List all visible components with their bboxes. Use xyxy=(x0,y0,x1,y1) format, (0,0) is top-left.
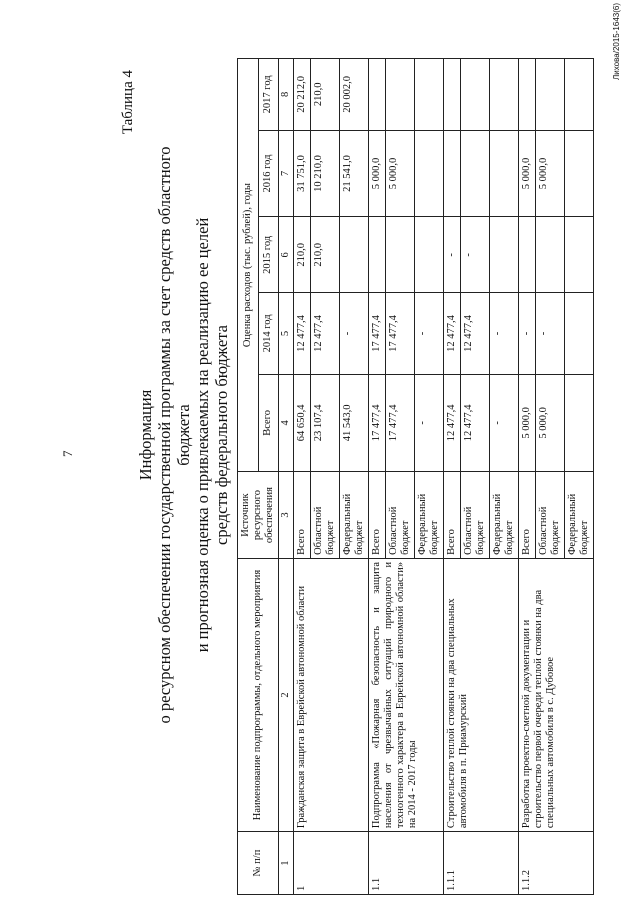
y2015-cell: 210,0 xyxy=(294,217,311,293)
total-cell: 17 477,4 xyxy=(386,374,415,472)
row-name: Строительство теплой стоянки на два специальных автомобиля в п. Приамурский xyxy=(444,558,519,831)
y2015-cell xyxy=(536,217,565,293)
col-header-2014: 2014 год xyxy=(258,293,279,374)
source-cell: Областной бюджет xyxy=(386,472,415,559)
y2014-cell: 12 477,4 xyxy=(311,293,340,374)
source-cell: Областной бюджет xyxy=(461,472,490,559)
index-cell: 4 xyxy=(279,374,294,472)
total-cell: 64 650,4 xyxy=(294,374,311,472)
y2017-cell: 210,0 xyxy=(311,59,340,131)
y2014-cell: - xyxy=(519,293,536,374)
y2014-cell: 17 477,4 xyxy=(369,293,386,374)
total-cell: 5 000,0 xyxy=(536,374,565,472)
y2016-cell: 5 000,0 xyxy=(386,130,415,217)
source-cell: Федеральный бюджет xyxy=(490,472,519,559)
source-cell: Федеральный бюджет xyxy=(415,472,444,559)
col-header-num: № п/п xyxy=(238,832,279,895)
y2016-cell xyxy=(444,130,461,217)
row-number: 1 xyxy=(294,832,369,895)
index-cell: 2 xyxy=(279,558,294,831)
table-row xyxy=(294,59,311,895)
y2017-cell xyxy=(519,59,536,131)
source-cell: Всего xyxy=(294,472,311,559)
y2016-cell: 5 000,0 xyxy=(369,130,386,217)
y2017-cell xyxy=(461,59,490,131)
total-cell: - xyxy=(490,374,519,472)
index-cell: 5 xyxy=(279,293,294,374)
index-cell: 3 xyxy=(279,472,294,559)
y2016-cell: 21 541,0 xyxy=(340,130,369,217)
row-number: 1.1.1 xyxy=(444,832,519,895)
row-number: 1.1.2 xyxy=(519,832,594,895)
y2016-cell: 31 751,0 xyxy=(294,130,311,217)
y2015-cell xyxy=(490,217,519,293)
col-header-2016: 2016 год xyxy=(258,130,279,217)
source-cell: Федеральный бюджет xyxy=(340,472,369,559)
table-row xyxy=(444,59,461,895)
heading-line-3: и прогнозная оценка о привлекаемых на реализацию ее целей xyxy=(193,217,212,653)
y2015-cell xyxy=(340,217,369,293)
source-cell: Областной бюджет xyxy=(311,472,340,559)
y2016-cell: 5 000,0 xyxy=(519,130,536,217)
col-header-name: Наименование подпрограммы, отдельного мероприятия xyxy=(238,558,279,831)
total-cell: 12 477,4 xyxy=(444,374,461,472)
y2016-cell xyxy=(565,130,594,217)
source-cell: Всего xyxy=(444,472,461,559)
y2017-cell xyxy=(415,59,444,131)
total-cell: 12 477,4 xyxy=(461,374,490,472)
row-name: Разработка проектно-сметной документации и строительство первой очереди теплой стоянки на два специальных автомобиля в с. Дубовое xyxy=(519,558,594,831)
col-header-source: Источник ресурсного обеспечения xyxy=(238,472,279,559)
source-cell: Областной бюджет xyxy=(536,472,565,559)
index-cell: 8 xyxy=(279,59,294,131)
heading-line-4: средств федерального бюджета xyxy=(212,325,231,545)
heading-line-1: Информация xyxy=(136,389,155,481)
total-cell: 5 000,0 xyxy=(519,374,536,472)
total-cell: 23 107,4 xyxy=(311,374,340,472)
table-label: Таблица 4 xyxy=(120,70,136,135)
y2016-cell xyxy=(415,130,444,217)
y2014-cell: 17 477,4 xyxy=(386,293,415,374)
y2015-cell: 210,0 xyxy=(311,217,340,293)
col-header-total: Всего xyxy=(258,374,279,472)
y2017-cell xyxy=(369,59,386,131)
y2014-cell: 12 477,4 xyxy=(461,293,490,374)
index-cell: 1 xyxy=(279,832,294,895)
table-row xyxy=(369,59,386,895)
y2017-cell xyxy=(386,59,415,131)
y2014-cell xyxy=(565,293,594,374)
total-cell xyxy=(565,374,594,472)
document-heading xyxy=(136,125,231,745)
row-name: Гражданская защита в Еврейской автономной области xyxy=(294,558,369,831)
index-cell: 6 xyxy=(279,217,294,293)
table-row xyxy=(519,59,536,895)
total-cell: 41 543,0 xyxy=(340,374,369,472)
y2015-cell: - xyxy=(461,217,490,293)
row-number: 1.1 xyxy=(369,832,444,895)
total-cell: 17 477,4 xyxy=(369,374,386,472)
y2014-cell: - xyxy=(490,293,519,374)
y2016-cell xyxy=(490,130,519,217)
total-cell: - xyxy=(415,374,444,472)
source-cell: Всего xyxy=(519,472,536,559)
y2017-cell xyxy=(490,59,519,131)
heading-line-2: о ресурсном обеспечении государственной программы за счет средств областного бюджета xyxy=(155,146,193,724)
y2017-cell xyxy=(536,59,565,131)
footer-code: Лихова/2015-1643(6) xyxy=(612,3,621,80)
column-index-row xyxy=(279,59,294,895)
y2017-cell xyxy=(444,59,461,131)
col-header-2017: 2017 год xyxy=(258,59,279,131)
page-number: 7 xyxy=(60,450,75,457)
y2015-cell xyxy=(519,217,536,293)
col-header-2015: 2015 год xyxy=(258,217,279,293)
y2017-cell xyxy=(565,59,594,131)
index-cell: 7 xyxy=(279,130,294,217)
y2014-cell: - xyxy=(536,293,565,374)
y2017-cell: 20 002,0 xyxy=(340,59,369,131)
y2016-cell: 10 210,0 xyxy=(311,130,340,217)
y2015-cell xyxy=(369,217,386,293)
y2015-cell xyxy=(386,217,415,293)
y2017-cell: 20 212,0 xyxy=(294,59,311,131)
y2015-cell xyxy=(565,217,594,293)
source-cell: Федеральный бюджет xyxy=(565,472,594,559)
y2015-cell: - xyxy=(444,217,461,293)
row-name: Подпрограмма «Пожарная безопасность и защита населения от чрезвычайных ситуаций природного и техногенного характера в Еврейской автономной области» на 2014 - 2017 годы xyxy=(369,558,444,831)
y2015-cell xyxy=(415,217,444,293)
y2014-cell: - xyxy=(415,293,444,374)
resource-table xyxy=(237,58,594,895)
source-cell: Всего xyxy=(369,472,386,559)
y2016-cell: 5 000,0 xyxy=(536,130,565,217)
y2016-cell xyxy=(461,130,490,217)
y2014-cell: 12 477,4 xyxy=(444,293,461,374)
col-header-estimate: Оценка расходов (тыс. рублей), годы xyxy=(238,59,259,472)
y2014-cell: - xyxy=(340,293,369,374)
y2014-cell: 12 477,4 xyxy=(294,293,311,374)
